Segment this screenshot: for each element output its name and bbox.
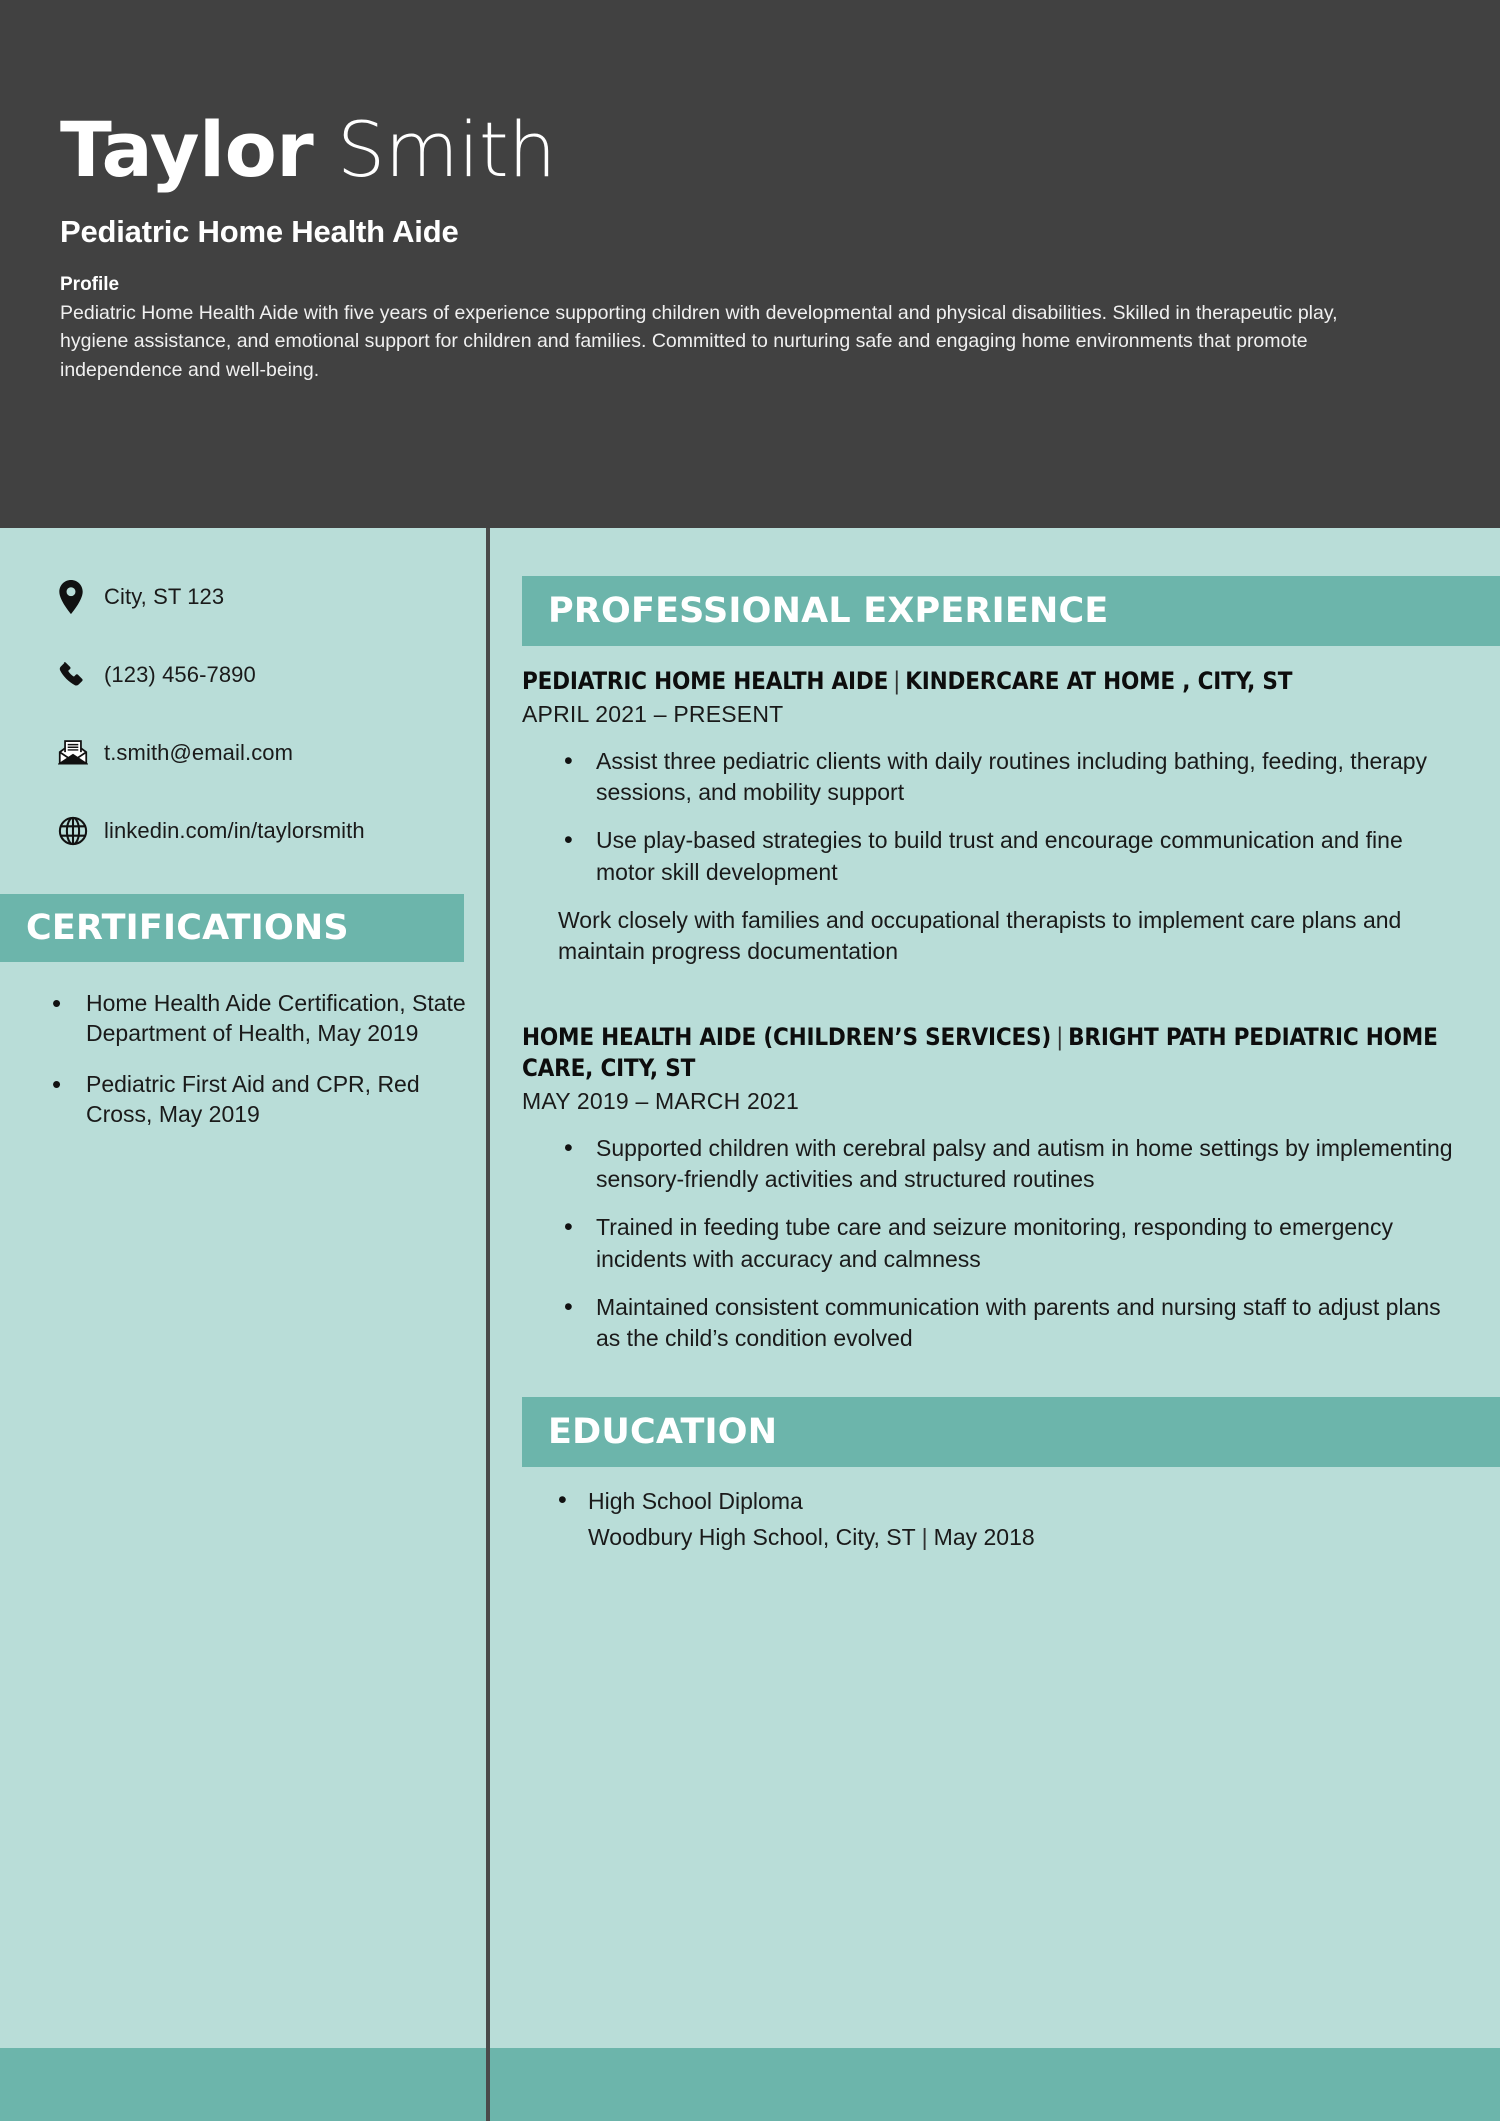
certifications-list [0, 988, 486, 1129]
contact-item-location[interactable] [58, 558, 486, 636]
education-degree: • High School Diploma [588, 1487, 803, 1514]
job-bullets [522, 746, 1474, 889]
footer-accent-bar [0, 2048, 1500, 2121]
experience-section-header [522, 576, 1500, 646]
contact-item-linkedin[interactable] [58, 792, 486, 870]
contact-item-email[interactable] [58, 714, 486, 792]
phone-icon [58, 661, 104, 689]
contact-linkedin-text: linkedin.com/in/taylorsmith [104, 818, 365, 843]
job-note: Work closely with families and occupational therapists to implement care plans and maintain progress documentation [558, 906, 1402, 965]
first-name: Taylor [60, 105, 314, 194]
education-list [522, 1485, 1474, 1553]
main-content [486, 528, 1500, 1553]
page-title [60, 105, 1440, 194]
profile-summary: Pediatric Home Health Aide with five years of experience supporting children with developmental and physical disabilities. Skilled in therapeutic play, hygiene assistance, and emotional support for children and families. Committed to nurturing safe and engaging home environments that promote independence and well-being. [60, 302, 1338, 381]
resume-header [0, 0, 1500, 528]
contact-phone-text: (123) 456-7890 [104, 662, 256, 687]
education-title: EDUCATION [548, 1411, 778, 1452]
education-school-line [588, 1521, 1474, 1553]
job-dates: APRIL 2021 – PRESENT [522, 700, 784, 727]
education-section-header [522, 1397, 1500, 1467]
job-company: KINDERCARE AT HOME , CITY, ST [905, 667, 1293, 695]
contact-item-phone[interactable] [58, 636, 486, 714]
list-item: • Trained in feeding tube care and seizure monitoring, responding to emergency incidents with accuracy and calmness [596, 1212, 1474, 1275]
list-item: • Home Health Aide Certification, State Department of Health, May 2019 [86, 988, 486, 1049]
education-school: Woodbury High School, City, ST [588, 1524, 916, 1551]
job-heading [522, 1022, 1474, 1083]
sidebar [0, 528, 486, 2121]
globe-icon [58, 816, 104, 846]
list-item: • Supported children with cerebral palsy and autism in home settings by implementing sensory-friendly activities and structured routines [596, 1133, 1474, 1196]
job-separator: | [1056, 1023, 1064, 1052]
job-heading [522, 666, 1474, 697]
profile-label: Profile [60, 274, 120, 295]
job-separator: | [893, 667, 901, 695]
column-divider [486, 528, 490, 2121]
education-date: May 2018 [933, 1524, 1035, 1551]
location-pin-icon [58, 580, 104, 614]
experience-title: PROFESSIONAL EXPERIENCE [548, 591, 1109, 631]
job-role: HOME HEALTH AIDE (CHILDREN’S SERVICES) [522, 1023, 1052, 1052]
list-item: • Maintained consistent communication with parents and nursing staff to adjust plans as the child’s condition evolved [596, 1292, 1474, 1355]
email-envelope-icon [58, 739, 104, 767]
experience-entry-1 [486, 666, 1500, 968]
experience-entry-2 [486, 1022, 1500, 1355]
list-item: • Use play-based strategies to build trust and encourage communication and fine motor skill development [596, 825, 1474, 888]
job-bullets [522, 1133, 1474, 1355]
last-name: Smith [336, 105, 556, 194]
job-company: BRIGHT PATH PEDIATRIC HOME CARE, CITY, ST [522, 1023, 1438, 1082]
education-separator: | [921, 1524, 928, 1551]
headline-job-title: Pediatric Home Health Aide [60, 214, 459, 249]
contact-location-text: City, ST 123 [104, 584, 225, 609]
certifications-section-header [0, 894, 464, 962]
certifications-title: CERTIFICATIONS [26, 908, 349, 948]
contact-email-text: t.smith@email.com [104, 740, 294, 765]
job-dates: MAY 2019 – MARCH 2021 [522, 1087, 799, 1114]
education-entry [486, 1485, 1500, 1553]
list-item: • Pediatric First Aid and CPR, Red Cross, May 2019 [86, 1069, 486, 1130]
job-role: PEDIATRIC HOME HEALTH AIDE [522, 667, 889, 695]
list-item: • Assist three pediatric clients with daily routines including bathing, feeding, therapy sessions, and mobility support [596, 746, 1474, 809]
list-item [588, 1485, 1474, 1553]
contact-list [0, 528, 486, 870]
